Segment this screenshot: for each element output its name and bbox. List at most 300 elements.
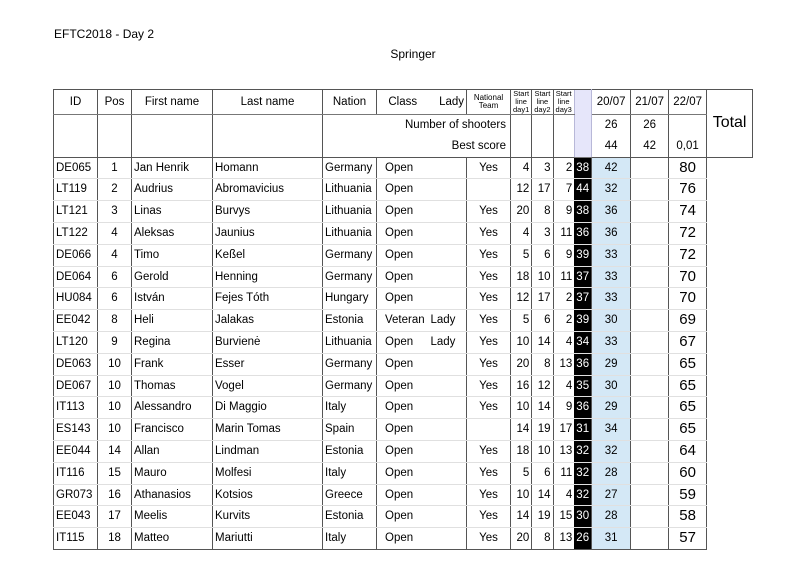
table-row xyxy=(54,397,753,419)
row-start-day3: 15 xyxy=(553,506,574,528)
row-pos: 15 xyxy=(98,462,132,484)
row-start-day3: 13 xyxy=(553,440,574,462)
header-national-team-line2: Team xyxy=(478,101,499,110)
row-start-day3: 17 xyxy=(553,419,574,441)
row-national-team: Yes xyxy=(467,484,511,506)
table-row xyxy=(54,244,753,266)
row-lady xyxy=(429,419,467,441)
row-start-day1: 10 xyxy=(511,331,532,353)
row-id: DE067 xyxy=(54,375,98,397)
row-lady: Lady xyxy=(429,331,467,353)
row-first-name: Francisco xyxy=(132,419,213,441)
day2-best: 42 xyxy=(643,139,656,152)
row-total: 65 xyxy=(669,397,707,419)
row-class: Open xyxy=(377,179,429,201)
day1-best: 44 xyxy=(604,139,618,152)
row-total: 72 xyxy=(669,244,707,266)
row-score-day3 xyxy=(631,222,669,244)
row-nation: Germany xyxy=(323,157,377,179)
row-start-day2: 17 xyxy=(532,179,553,201)
row-nation: Lithuania xyxy=(323,331,377,353)
row-class: Open xyxy=(377,331,429,353)
row-score-day3 xyxy=(631,440,669,462)
category-title: Springer xyxy=(390,47,436,61)
row-lady xyxy=(429,528,467,550)
row-last-name: Keßel xyxy=(213,244,323,266)
row-total: 70 xyxy=(669,288,707,310)
header-start-day3-l3: day3 xyxy=(555,105,572,114)
row-lady xyxy=(429,266,467,288)
row-total: 74 xyxy=(669,201,707,223)
row-id: EE043 xyxy=(54,506,98,528)
row-total: 65 xyxy=(669,375,707,397)
header-start-day2 xyxy=(532,90,553,115)
header-national-team-line1: National xyxy=(473,92,504,102)
row-start-day3: 9 xyxy=(553,244,574,266)
row-score-day2: 42 xyxy=(592,157,631,179)
day3-best: 0,01 xyxy=(676,139,699,152)
row-score-day1: 32 xyxy=(574,440,591,462)
row-start-day1: 14 xyxy=(511,506,532,528)
row-first-name: Linas xyxy=(132,201,213,223)
row-score-day2: 32 xyxy=(592,179,631,201)
row-pos: 18 xyxy=(98,528,132,550)
summary-row xyxy=(54,115,753,158)
row-class: Open xyxy=(377,484,429,506)
row-start-day2: 19 xyxy=(532,506,553,528)
row-start-day2: 8 xyxy=(532,528,553,550)
row-last-name: Vogel xyxy=(213,375,323,397)
table-row xyxy=(54,157,753,179)
row-pos: 8 xyxy=(98,310,132,332)
table-row xyxy=(54,375,753,397)
row-first-name: Gerold xyxy=(132,266,213,288)
row-lady xyxy=(429,288,467,310)
row-score-day1: 44 xyxy=(574,179,591,201)
summary-day2 xyxy=(631,115,669,158)
row-start-day2: 3 xyxy=(532,157,553,179)
row-total: 72 xyxy=(669,222,707,244)
header-first-name: First name xyxy=(132,90,213,115)
row-score-day3 xyxy=(631,244,669,266)
row-nation: Germany xyxy=(323,375,377,397)
row-start-day1: 12 xyxy=(511,179,532,201)
row-score-day1: 37 xyxy=(574,288,591,310)
row-pos: 4 xyxy=(98,222,132,244)
results-table xyxy=(53,89,753,550)
row-nation: Spain xyxy=(323,419,377,441)
row-last-name: Mariutti xyxy=(213,528,323,550)
row-class: Open xyxy=(377,222,429,244)
row-pos: 6 xyxy=(98,288,132,310)
row-start-day1: 5 xyxy=(511,310,532,332)
row-start-day3: 2 xyxy=(553,288,574,310)
row-national-team: Yes xyxy=(467,157,511,179)
row-start-day2: 3 xyxy=(532,222,553,244)
row-total: 69 xyxy=(669,310,707,332)
row-id: LT119 xyxy=(54,179,98,201)
row-class: Open xyxy=(377,353,429,375)
row-start-day2: 6 xyxy=(532,244,553,266)
row-score-day3 xyxy=(631,419,669,441)
row-last-name: Marin Tomas xyxy=(213,419,323,441)
row-pos: 17 xyxy=(98,506,132,528)
row-id: DE065 xyxy=(54,157,98,179)
header-lady: Lady xyxy=(429,90,467,115)
column-spacer xyxy=(574,90,591,158)
header-pos: Pos xyxy=(98,90,132,115)
header-start-day3-l1: Start xyxy=(555,89,572,98)
row-start-day2: 10 xyxy=(532,440,553,462)
row-nation: Estonia xyxy=(323,310,377,332)
table-row xyxy=(54,419,753,441)
row-score-day1: 38 xyxy=(574,157,591,179)
row-score-day2: 32 xyxy=(592,440,631,462)
row-national-team: Yes xyxy=(467,397,511,419)
row-first-name: Meelis xyxy=(132,506,213,528)
row-id: ES143 xyxy=(54,419,98,441)
row-total: 59 xyxy=(669,484,707,506)
row-id: DE063 xyxy=(54,353,98,375)
row-first-name: István xyxy=(132,288,213,310)
row-id: LT122 xyxy=(54,222,98,244)
row-start-day3: 9 xyxy=(553,201,574,223)
row-national-team xyxy=(467,419,511,441)
row-start-day1: 20 xyxy=(511,201,532,223)
row-national-team xyxy=(467,179,511,201)
row-lady: Lady xyxy=(429,310,467,332)
row-start-day3: 7 xyxy=(553,179,574,201)
row-score-day1: 36 xyxy=(574,353,591,375)
header-nation: Nation xyxy=(323,90,377,115)
row-pos: 9 xyxy=(98,331,132,353)
row-score-day2: 33 xyxy=(592,331,631,353)
row-first-name: Jan Henrik xyxy=(132,157,213,179)
row-last-name: Abromavicius xyxy=(213,179,323,201)
table-row xyxy=(54,353,753,375)
header-row xyxy=(54,90,753,115)
row-score-day1: 39 xyxy=(574,244,591,266)
row-start-day1: 16 xyxy=(511,375,532,397)
row-score-day2: 27 xyxy=(592,484,631,506)
row-score-day2: 30 xyxy=(592,375,631,397)
row-score-day1: 32 xyxy=(574,484,591,506)
row-last-name: Molfesi xyxy=(213,462,323,484)
row-pos: 10 xyxy=(98,375,132,397)
table-row xyxy=(54,222,753,244)
summary-day1 xyxy=(592,115,631,158)
row-score-day2: 28 xyxy=(592,462,631,484)
table-row xyxy=(54,179,753,201)
row-national-team: Yes xyxy=(467,528,511,550)
table-row xyxy=(54,201,753,223)
row-nation: Estonia xyxy=(323,440,377,462)
row-start-day1: 20 xyxy=(511,528,532,550)
row-national-team: Yes xyxy=(467,201,511,223)
row-score-day3 xyxy=(631,331,669,353)
row-pos: 3 xyxy=(98,201,132,223)
summary-day3 xyxy=(669,115,707,158)
row-start-day1: 18 xyxy=(511,266,532,288)
row-id: HU084 xyxy=(54,288,98,310)
row-score-day3 xyxy=(631,266,669,288)
row-score-day1: 37 xyxy=(574,266,591,288)
row-last-name: Kotsios xyxy=(213,484,323,506)
row-score-day2: 36 xyxy=(592,201,631,223)
row-start-day1: 4 xyxy=(511,222,532,244)
row-national-team: Yes xyxy=(467,440,511,462)
summary-blank-last xyxy=(213,115,323,158)
row-score-day3 xyxy=(631,462,669,484)
row-last-name: Esser xyxy=(213,353,323,375)
row-lady xyxy=(429,157,467,179)
row-pos: 10 xyxy=(98,419,132,441)
row-lady xyxy=(429,484,467,506)
row-class: Open xyxy=(377,201,429,223)
table-row xyxy=(54,331,753,353)
row-last-name: Jalakas xyxy=(213,310,323,332)
row-id: IT115 xyxy=(54,528,98,550)
table-row xyxy=(54,288,753,310)
row-score-day3 xyxy=(631,397,669,419)
row-first-name: Alessandro xyxy=(132,397,213,419)
row-start-day3: 11 xyxy=(553,266,574,288)
row-national-team: Yes xyxy=(467,375,511,397)
row-lady xyxy=(429,201,467,223)
summary-blank-s2 xyxy=(532,115,553,158)
row-score-day1: 31 xyxy=(574,419,591,441)
row-nation: Lithuania xyxy=(323,222,377,244)
row-national-team: Yes xyxy=(467,331,511,353)
row-total: 58 xyxy=(669,506,707,528)
row-first-name: Mauro xyxy=(132,462,213,484)
row-score-day2: 29 xyxy=(592,397,631,419)
row-start-day3: 11 xyxy=(553,222,574,244)
row-id: EE042 xyxy=(54,310,98,332)
row-id: LT121 xyxy=(54,201,98,223)
header-start-day2-l3: day2 xyxy=(534,105,551,114)
row-first-name: Timo xyxy=(132,244,213,266)
header-start-day1-l2: line xyxy=(515,97,527,106)
row-start-day1: 5 xyxy=(511,462,532,484)
day2-shooters: 26 xyxy=(643,119,656,131)
row-start-day3: 4 xyxy=(553,331,574,353)
row-start-day2: 6 xyxy=(532,462,553,484)
row-score-day2: 33 xyxy=(592,288,631,310)
row-lady xyxy=(429,462,467,484)
row-lady xyxy=(429,375,467,397)
row-pos: 14 xyxy=(98,440,132,462)
row-nation: Germany xyxy=(323,353,377,375)
summary-blank-s1 xyxy=(511,115,532,158)
row-national-team: Yes xyxy=(467,462,511,484)
header-id: ID xyxy=(54,90,98,115)
row-score-day3 xyxy=(631,288,669,310)
row-nation: Estonia xyxy=(323,506,377,528)
row-score-day2: 28 xyxy=(592,506,631,528)
summary-blank-first xyxy=(132,115,213,158)
header-start-day2-l1: Start xyxy=(534,89,551,98)
shooters-label: Number of shooters xyxy=(405,119,506,131)
row-start-day3: 9 xyxy=(553,397,574,419)
header-total: Total xyxy=(707,90,753,158)
row-total: 67 xyxy=(669,331,707,353)
row-score-day1: 26 xyxy=(574,528,591,550)
row-id: EE044 xyxy=(54,440,98,462)
row-score-day1: 32 xyxy=(574,462,591,484)
row-first-name: Heli xyxy=(132,310,213,332)
header-class: Class xyxy=(377,90,429,115)
row-score-day1: 36 xyxy=(574,397,591,419)
row-nation: Italy xyxy=(323,397,377,419)
row-score-day3 xyxy=(631,528,669,550)
row-id: DE064 xyxy=(54,266,98,288)
row-national-team: Yes xyxy=(467,310,511,332)
row-national-team: Yes xyxy=(467,244,511,266)
row-nation: Lithuania xyxy=(323,201,377,223)
row-class: Open xyxy=(377,157,429,179)
document-title: EFTC2018 - Day 2 xyxy=(54,27,155,41)
row-nation: Hungary xyxy=(323,288,377,310)
row-class: Open xyxy=(377,528,429,550)
row-class: Open xyxy=(377,419,429,441)
row-lady xyxy=(429,440,467,462)
row-last-name: Kurvits xyxy=(213,506,323,528)
row-score-day1: 35 xyxy=(574,375,591,397)
row-id: GR073 xyxy=(54,484,98,506)
row-start-day2: 17 xyxy=(532,288,553,310)
row-total: 70 xyxy=(669,266,707,288)
table-row xyxy=(54,528,753,550)
row-start-day1: 5 xyxy=(511,244,532,266)
row-score-day3 xyxy=(631,310,669,332)
row-score-day2: 36 xyxy=(592,222,631,244)
summary-blank-pos xyxy=(98,115,132,158)
header-national-team xyxy=(467,90,511,115)
row-id: LT120 xyxy=(54,331,98,353)
row-total: 76 xyxy=(669,179,707,201)
row-total: 57 xyxy=(669,528,707,550)
row-start-day2: 8 xyxy=(532,201,553,223)
row-id: DE066 xyxy=(54,244,98,266)
row-start-day1: 10 xyxy=(511,397,532,419)
row-pos: 4 xyxy=(98,244,132,266)
row-start-day1: 14 xyxy=(511,419,532,441)
row-nation: Germany xyxy=(323,244,377,266)
row-lady xyxy=(429,506,467,528)
row-class: Open xyxy=(377,506,429,528)
row-class: Open xyxy=(377,462,429,484)
row-pos: 16 xyxy=(98,484,132,506)
row-start-day3: 13 xyxy=(553,353,574,375)
row-last-name: Burvys xyxy=(213,201,323,223)
row-score-day3 xyxy=(631,201,669,223)
row-start-day1: 4 xyxy=(511,157,532,179)
row-last-name: Lindman xyxy=(213,440,323,462)
row-score-day1: 34 xyxy=(574,331,591,353)
row-last-name: Fejes Tóth xyxy=(213,288,323,310)
row-id: IT116 xyxy=(54,462,98,484)
row-first-name: Audrius xyxy=(132,179,213,201)
row-start-day1: 20 xyxy=(511,353,532,375)
row-score-day2: 34 xyxy=(592,419,631,441)
row-pos: 6 xyxy=(98,266,132,288)
row-start-day2: 14 xyxy=(532,331,553,353)
row-total: 80 xyxy=(669,157,707,179)
row-score-day3 xyxy=(631,484,669,506)
row-nation: Italy xyxy=(323,528,377,550)
row-last-name: Homann xyxy=(213,157,323,179)
summary-blank-id xyxy=(54,115,98,158)
row-nation: Lithuania xyxy=(323,179,377,201)
row-total: 65 xyxy=(669,419,707,441)
row-total: 64 xyxy=(669,440,707,462)
row-start-day3: 4 xyxy=(553,484,574,506)
row-total: 60 xyxy=(669,462,707,484)
row-class: Open xyxy=(377,375,429,397)
row-score-day3 xyxy=(631,157,669,179)
row-start-day1: 10 xyxy=(511,484,532,506)
row-score-day1: 30 xyxy=(574,506,591,528)
row-last-name: Di Maggio xyxy=(213,397,323,419)
day3-shooters xyxy=(671,115,704,136)
row-class: Open xyxy=(377,397,429,419)
row-lady xyxy=(429,179,467,201)
header-last-name: Last name xyxy=(213,90,323,115)
row-national-team: Yes xyxy=(467,266,511,288)
summary-labels xyxy=(323,115,511,158)
row-start-day3: 2 xyxy=(553,157,574,179)
summary-blank-s3 xyxy=(553,115,574,158)
row-score-day1: 38 xyxy=(574,201,591,223)
row-first-name: Allan xyxy=(132,440,213,462)
row-nation: Germany xyxy=(323,266,377,288)
row-score-day2: 33 xyxy=(592,266,631,288)
row-score-day1: 39 xyxy=(574,310,591,332)
row-first-name: Frank xyxy=(132,353,213,375)
row-start-day3: 4 xyxy=(553,375,574,397)
table-row xyxy=(54,462,753,484)
row-first-name: Regina xyxy=(132,331,213,353)
table-row xyxy=(54,506,753,528)
header-day-22-07: 22/07 xyxy=(669,90,707,115)
row-pos: 10 xyxy=(98,397,132,419)
row-nation: Greece xyxy=(323,484,377,506)
header-start-day3-l2: line xyxy=(557,97,570,106)
row-last-name: Henning xyxy=(213,266,323,288)
row-score-day1: 36 xyxy=(574,222,591,244)
row-pos: 2 xyxy=(98,179,132,201)
row-score-day3 xyxy=(631,375,669,397)
row-class: Veteran xyxy=(377,310,429,332)
row-start-day2: 12 xyxy=(532,375,553,397)
row-last-name: Jaunius xyxy=(213,222,323,244)
row-lady xyxy=(429,244,467,266)
results-body xyxy=(54,157,753,549)
row-start-day2: 14 xyxy=(532,484,553,506)
row-score-day2: 31 xyxy=(592,528,631,550)
row-start-day3: 11 xyxy=(553,462,574,484)
table-row xyxy=(54,266,753,288)
row-id: IT113 xyxy=(54,397,98,419)
row-first-name: Athanasios xyxy=(132,484,213,506)
row-national-team: Yes xyxy=(467,353,511,375)
row-score-day3 xyxy=(631,353,669,375)
row-total: 65 xyxy=(669,353,707,375)
day1-shooters: 26 xyxy=(604,119,618,131)
table-row xyxy=(54,440,753,462)
table-row xyxy=(54,484,753,506)
